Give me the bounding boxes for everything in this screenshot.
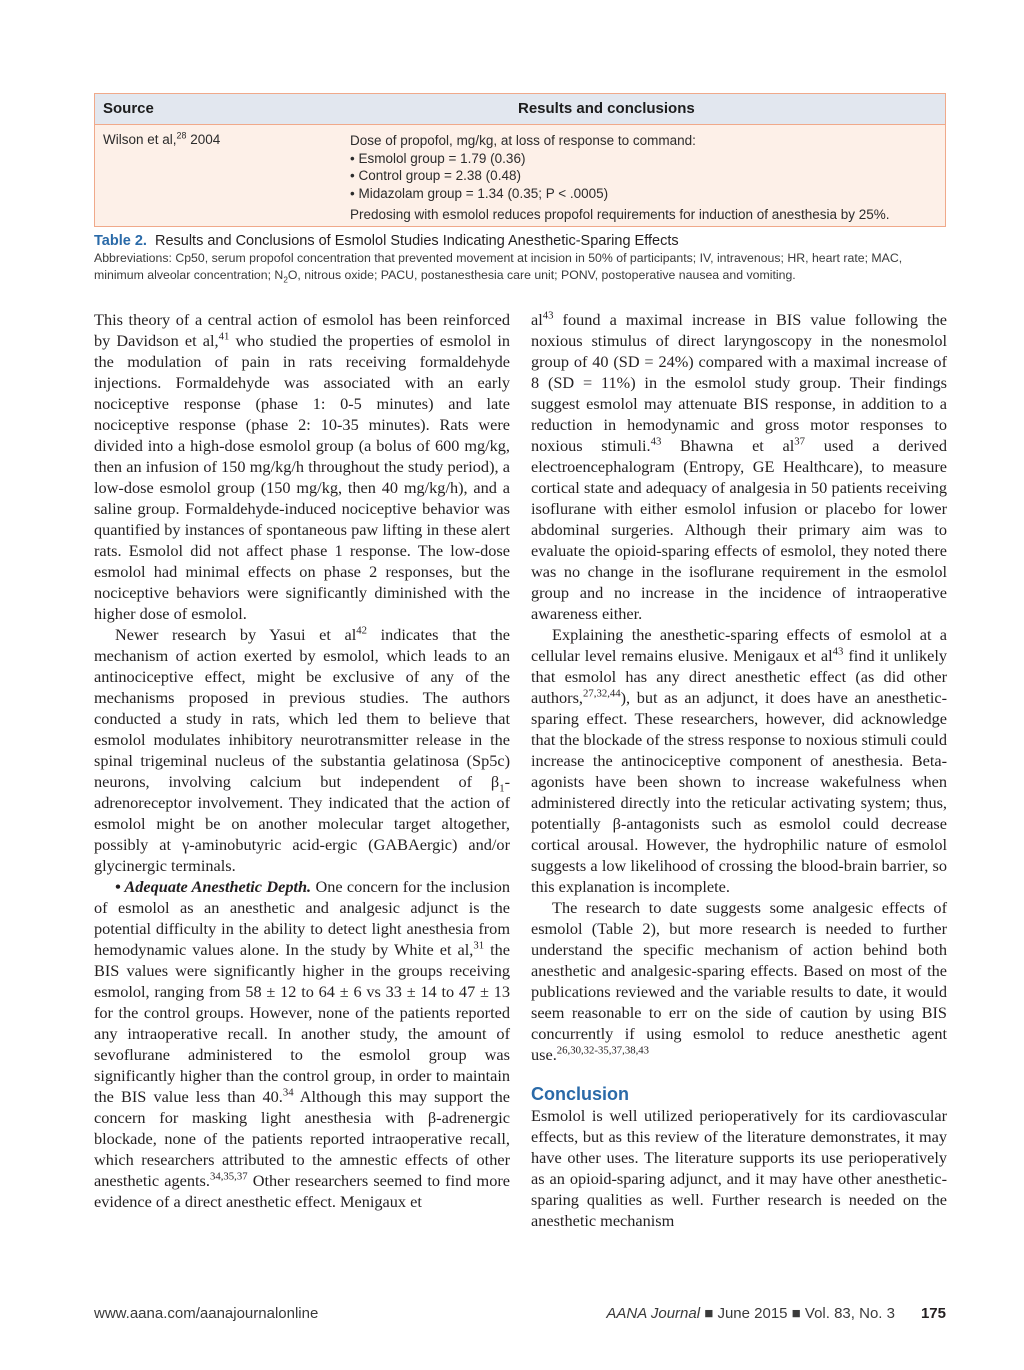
paragraph: Explaining the anesthetic-sparing effects of esmolol at a cellular level remains elusive. Menigaux et $al^{43}$ find it unlikely that esmolol has any direct anesthetic effect (as did other authors,$^{27,32,44}$), but as an adjunct, it does have an anesthetic-sparing effect. These researchers, however, did acknowledge that the blockade of the stress response to noxious stimuli could increase the antinociceptive component of anesthesia. Beta-agonists have been shown to increase wakefulness when administered directly into the reticular activating system; thus, potentially β-antagonists such as esmolol could decrease cortical arousal. However, the hydrophilic nature of esmolol suggests a low likelihood of crossing the blood-brain barrier, so this explanation is incomplete. [531, 625, 948, 896]
table-caption [94, 233, 946, 284]
paragraph: This theory of a central action of esmolol has been reinforced by Davidson et al,$^{41}$ who studied the properties of esmolol in the modulation of pain in rats receiving formaldehyde injections. Formaldehyde was associated with an early nociceptive response (phase 1: 0-5 minutes) and late nociceptive response (phase 2: 10-35 minutes). Rats were divided into a high-dose esmolol group (a bolus of 600 mg/kg, then an infusion of 150 mg/kg/h throughout the study period), a low-dose esmolol group (150 mg/kg, then 40 mg/kg/h), and a saline group. Formaldehyde-induced nociceptive behavior was quantified by instances of spontaneous paw lifting in these alert rats. Esmolol did not affect phase 1 response. The low-dose esmolol had minimal effects on phase 2 responses, but the nociceptive behaviors were significantly diminished with the higher dose of esmolol. [94, 310, 511, 623]
footer-citation [606, 1305, 946, 1322]
caption-title: Table 2. Results and Conclusions of Esmolol Studies Indicating Anesthetic-Sparing Effects [94, 233, 679, 249]
header-source: Source [103, 100, 154, 117]
journal-issue: ■ June 2015 ■ Vol. 83, No. 3 [700, 1305, 895, 1322]
footer-url: www.aana.com/aanajournalonline [94, 1305, 319, 1322]
paragraph: The research to date suggests some analgesic effects of esmolol (Table 2), but more research is needed to further understand the specific mechanism of action behind both anesthetic and analgesic-sparing effects. Based on most of the publications reviewed and the variable results to date, it would seem reasonable to err on the side of caution by using BIS concurrently if using esmolol to reduce anesthetic agent use.$^{26,30,32-35,37,38,43}$ [531, 898, 947, 1064]
caption-label: Table 2. [94, 233, 147, 249]
results-bullet-midazolam: • Midazolam group = 1.34 (0.35; P < .0005) [350, 185, 609, 201]
caption-abbreviations: Abbreviations: Cp50, serum propofol concentration that prevented movement at incision in 50% of participants; IV, intravenous; HR, heart rate; MAC, minimum alveolar concentration; $N_2O$, nitrous oxide; PACU, postanesthesia care unit; PONV, postoperative nausea and vomiting. [94, 251, 903, 285]
results-bullet-control: • Control group = 2.38 (0.48) [350, 168, 521, 184]
left-column [94, 309, 510, 1212]
page-number: 175 [920, 1305, 946, 1322]
results-table [94, 93, 946, 227]
paragraph: • Adequate Anesthetic Depth. One concern for the inclusion of esmolol as an anesthetic and analgesic adjunct is the potential difficulty in the ability to detect light anesthesia from hemodynamic values alone. In the study by White et al,$^{31}$ the BIS values were significantly higher in the groups receiving esmolol, ranging from 58 ± 12 to 64 ± 6 vs 33 ± 14 to 47 ± 13 for the control groups. However, none of the patients reported any intraoperative recall. In another study, the amount of sevoflurane administered to the esmolol group was significantly higher than the control group, in order to maintain the BIS value less than 40.34 Although this may support the concern for masking light anesthesia with β-adrenergic blockade, none of the patients reported intraoperative recall, which researchers attributed to the amnestic effects of other anesthetic agents.$^{34,35,37}$ Other researchers seemed to find more evidence of a direct anesthetic effect. Menigaux et [94, 877, 511, 1211]
right-column [531, 309, 947, 1231]
header-results: Results and conclusions [518, 100, 695, 117]
paragraph: Newer research by Yasui et $al^{42}$ indicates that the mechanism of action exerted by esmolol, which leads to an antinociceptive effect, might be exclusive of any of the mechanisms proposed in previous studies. The authors conducted a study in rats, which led them to believe that esmolol modulates inhibitory neurotransmitter release in the spinal trigeminal nucleus of the substantia gelatinosa (Sp5c) neurons, involving calcium but independent of $\beta_1$-adrenoreceptor involvement. They indicated that the action of esmolol might be on another molecular target altogether, possibly at γ-aminobutyric acid-ergic (GABAergic) and/or glycinergic terminals. [94, 624, 511, 875]
results-bullet-esmolol: • Esmolol group = 1.79 (0.36) [350, 150, 526, 166]
paragraph: Esmolol is well utilized perioperatively for its cardiovascular effects, but as this review of the literature demonstrates, it may have other uses. The literature supports its use perioperatively as an opioid-sparing adjunct, and it may have other anesthetic-sparing qualities as well. Further research is needed on the anesthetic mechanism [531, 1106, 947, 1230]
results-intro: Dose of propofol, mg/kg, at loss of response to command: [350, 133, 696, 148]
row-results [350, 132, 890, 224]
row-source: Wilson et al,$^{28}$ 2004 [103, 130, 221, 147]
subsection-heading: • Adequate Anesthetic Depth. [115, 877, 312, 896]
paragraph: $al^{43}$ found a maximal increase in BIS value following the noxious stimulus of direct laryngoscopy in the nonesmolol group of 40 (SD = 24%) compared with a maximal increase of 8 (SD = 11%) in the esmolol study group. Their findings suggest esmolol may attenuate BIS response, in addition to a reduction in hemodynamic and gross motor responses to noxious stimuli.$^{43}$ Bhawna et $al^{37}$ used a derived electroencephalogram (Entropy, GE Healthcare), to measure cortical state and adequacy of analgesia in 50 patients receiving isoflurane with either esmolol infusion or placebo for lower abdominal surgeries. Although their primary aim was to evaluate the opioid-sparing effects of esmolol, they noted there was no change in the isoflurane requirement in the esmolol group and no increase in the incidence of intraoperative awareness either. [531, 309, 947, 623]
conclusion-heading: Conclusion [531, 1084, 629, 1104]
results-conclusion: Predosing with esmolol reduces propofol requirements for induction of anesthesia by 25%. [350, 207, 890, 223]
table-header-row [95, 94, 945, 125]
journal-name: AANA Journal [606, 1305, 701, 1322]
